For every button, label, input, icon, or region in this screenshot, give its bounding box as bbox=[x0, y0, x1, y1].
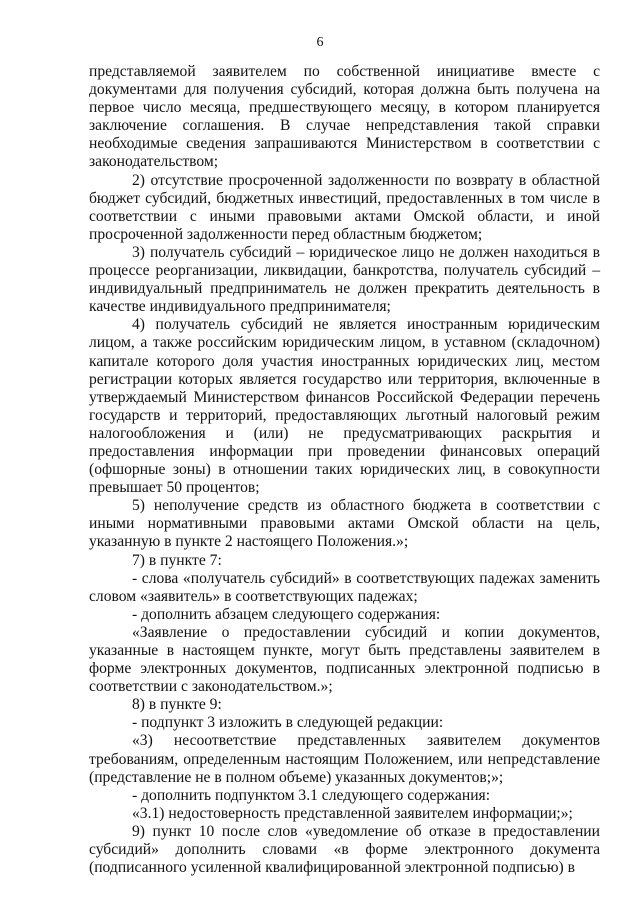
document-paragraph: - подпункт 3 изложить в следующей редакции: bbox=[132, 714, 444, 732]
document-paragraph: «Заявление о предоставлении субсидий и копии документов, указанные в настоящем пункте, могут быть представлены заявителем в форме электронных документов, подписанных электронной подписью в соответствии с законодательством.»; bbox=[89, 623, 600, 696]
document-paragraph: «3.1) недостоверность представленной заявителем информации;»; bbox=[132, 804, 573, 822]
document-paragraph: 4) получатель субсидий не является иностранным юридическим лицом, а также российским юридическим лицом, в уставном (складочном) капитале которого доля участия иностранных юридических лиц, местом регистрации которых является государство или территория, включенные в утверждаемый Министерством финансов Российской Федерации перечень государств и территорий, предоставляющих льготный налоговый режим налогообложения и (или) не предусматривающих раскрытия и предоставления информации при проведении финансовых операций (офшорные зоны) в отношении таких юридических лиц, в совокупности превышает 50 процентов; bbox=[89, 316, 600, 497]
document-paragraph: - дополнить подпунктом 3.1 следующего содержания: bbox=[132, 786, 491, 804]
page-number: 6 bbox=[316, 35, 324, 50]
document-paragraph: 7) в пункте 7: bbox=[132, 551, 222, 569]
document-paragraph: 9) пункт 10 после слов «уведомление об отказе в предоставлении субсидий» дополнить словами «в форме электронного документа (подписанного усиленной квалифицированной электронной подписью) в bbox=[89, 822, 600, 877]
document-paragraph: «3) несоответствие представленных заявителем документов требованиям, определенным настоящим Положением, или непредставление (представление не в полном объеме) указанных документов;»; bbox=[89, 732, 600, 786]
document-paragraph: 5) неполучение средств из областного бюджета в соответствии с иными нормативными правовыми актами Омской области на цель, указанную в пункте 2 настоящего Положения.»; bbox=[89, 497, 600, 551]
document-paragraph: представляемой заявителем по собственной инициативе вместе с документами для получения субсидий, которая должна быть получена на первое число месяца, предшествующего месяцу, в котором планируется заключение соглашения. В случае непредставления такой справки необходимые сведения запрашиваются Министерством в соответствии с законодательством; bbox=[89, 63, 600, 171]
document-body bbox=[89, 63, 600, 877]
document-paragraph: - дополнить абзацем следующего содержания: bbox=[132, 605, 441, 623]
document-paragraph: 2) отсутствие просроченной задолженности по возврату в областной бюджет субсидий, бюджетных инвестиций, предоставленных в том числе в соответствии с иными правовыми актами Омской области, и иной просроченной задолженности перед областным бюджетом; bbox=[89, 171, 600, 243]
document-paragraph: 3) получатель субсидий – юридическое лицо не должен находиться в процессе реорганизации, ликвидации, банкротства, получатель субсидий – индивидуальный предприниматель не должен прекратить деятельность в качестве индивидуального предпринимателя; bbox=[89, 243, 600, 316]
document-paragraph: - слова «получатель субсидий» в соответствующих падежах заменить словом «заявитель» в соответствующих падежах; bbox=[89, 569, 600, 605]
document-paragraph: 8) в пункте 9: bbox=[132, 696, 222, 714]
